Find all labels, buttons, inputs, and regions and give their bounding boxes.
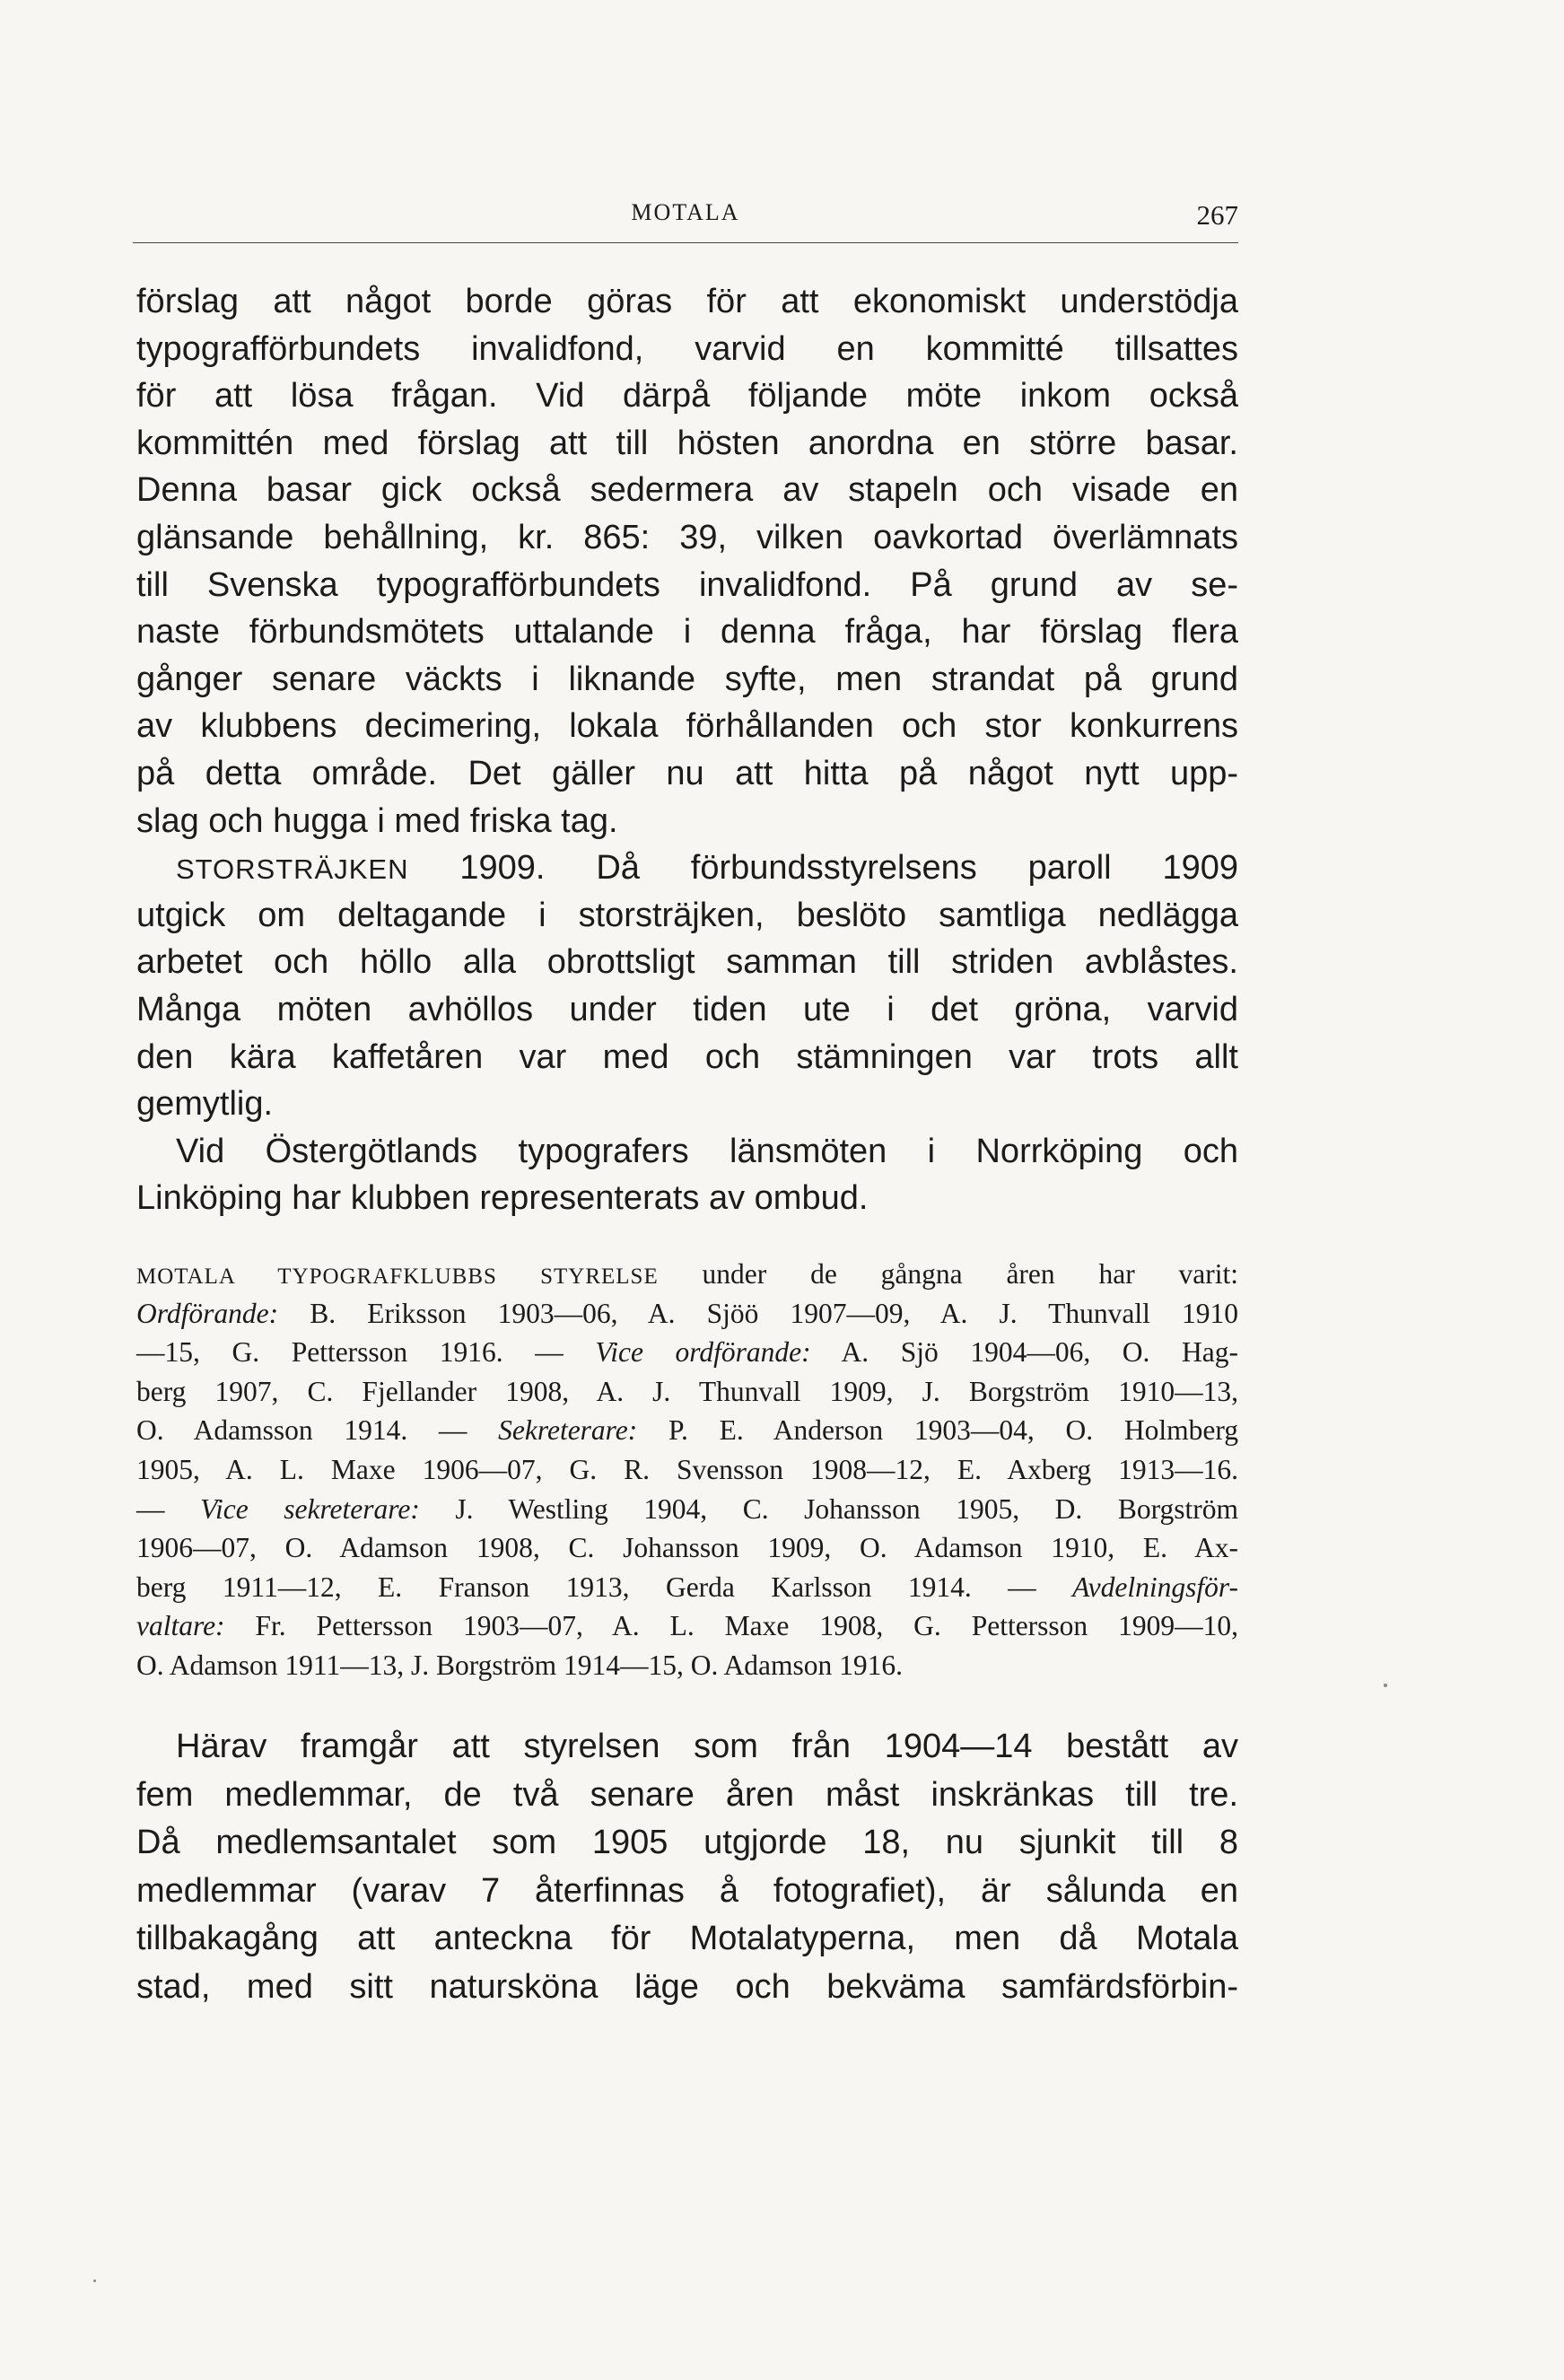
text-line: för att lösa frågan. Vid därpå följande möte inkom också: [136, 377, 1238, 416]
text-line: kommittén med förslag att till hösten anordna en större basar.: [136, 424, 1238, 462]
text-line: fem medlemmar, de två senare åren måst inskränkas till tre.: [136, 1775, 1238, 1814]
main-paragraphs: [136, 278, 1238, 1222]
board-text: berg 1911—12, E. Franson 1913, Gerda Karlsson 1914. —: [136, 1571, 1073, 1603]
strike-section-first-line: [136, 844, 1238, 892]
role-label: Ordförande:: [136, 1297, 279, 1329]
board-text: O. Adamson 1911—13, J. Borgström 1914—15, O. Adamson 1916.: [136, 1649, 904, 1681]
board-text: berg 1907, C. Fjellander 1908, A. J. Thunvall 1909, J. Borgström 1910—13,: [136, 1375, 1238, 1407]
text-line: medlemmar (varav 7 återfinnas å fotografiet), är sålunda en: [136, 1871, 1238, 1910]
header-rule: [133, 242, 1238, 243]
board-text: A. Sjö 1904—06, O. Hag-: [810, 1336, 1238, 1369]
board-line: [136, 1372, 1238, 1412]
board-line: [136, 1450, 1238, 1490]
board-text: B. Eriksson 1903—06, A. Sjöö 1907—09, A. J. Thunvall 1910: [278, 1297, 1238, 1329]
board-line: [136, 1528, 1238, 1568]
board-line: [136, 1490, 1238, 1529]
text-line: gemytlig.: [136, 1085, 274, 1124]
paper-speck: [1384, 1684, 1387, 1687]
text-line: utgick om deltagande i storsträjken, beslöto samtliga nedlägga: [136, 896, 1238, 934]
board-heading: MOTALA TYPOGRAFKLUBBS STYRELSE: [136, 1264, 659, 1289]
board-text: 1905, A. L. Maxe 1906—07, G. R. Svensson 1908—12, E. Axberg 1913—16.: [136, 1453, 1238, 1485]
board-text: Fr. Pettersson 1903—07, A. L. Maxe 1908, G. Pettersson 1909—10,: [224, 1610, 1238, 1642]
section-heading: STORSTRÄJKEN: [176, 853, 409, 886]
text-line: slag och hugga i med friska tag.: [136, 801, 618, 840]
board-text: O. Adamsson 1914. —: [136, 1414, 499, 1447]
text-line: arbetet och höllo alla obrottsligt samman till striden avblåstes.: [136, 943, 1238, 982]
role-label: Vice sekreterare:: [200, 1492, 420, 1525]
text-line: på detta område. Det gäller nu att hitta på något nytt upp-: [136, 754, 1238, 792]
text-line: Denna basar gick också sedermera av stapeln och visade en: [136, 471, 1238, 510]
role-label: valtare:: [136, 1610, 225, 1642]
text-line: den kära kaffetåren var med och stämningen var trots allt: [136, 1037, 1238, 1076]
board-line: [136, 1646, 1238, 1685]
text-line: Härav framgår att styrelsen som från 1904—14 bestått av: [176, 1728, 1238, 1765]
text-line: tillbakagång att anteckna för Motalatyperna, men då Motala: [136, 1920, 1238, 1958]
section-text: 1909. Då förbundsstyrelsens paroll 1909: [408, 849, 1238, 888]
text-line: till Svenska typografförbundets invalidfond. På grund av se-: [136, 565, 1238, 604]
board-text: J. Westling 1904, C. Johansson 1905, D. Borgström: [419, 1492, 1239, 1525]
running-title: MOTALA: [631, 199, 740, 225]
text-line: Då medlemsantalet som 1905 utgjorde 18, nu sjunkit till 8: [136, 1824, 1238, 1862]
text-line: stad, med sitt natursköna läge och bekväma samfärdsförbin-: [136, 1967, 1238, 2006]
board-line: [136, 1606, 1238, 1646]
board-text: —: [136, 1492, 201, 1525]
board-text: —15, G. Pettersson 1916. —: [136, 1336, 596, 1369]
board-text: 1906—07, O. Adamson 1908, C. Johansson 1909, O. Adamson 1910, E. Ax-: [136, 1532, 1238, 1564]
board-heading-text: under de gångna åren har varit:: [658, 1258, 1238, 1290]
board-line: [136, 1333, 1238, 1372]
text-line: av klubbens decimering, lokala förhållanden och stor konkurrens: [136, 707, 1238, 746]
text-line: Vid Östergötlands typografers länsmöten i Norrköping och: [176, 1132, 1238, 1170]
closing-paragraph: [136, 1723, 1238, 2012]
board-line: [136, 1294, 1238, 1334]
page-number: 267: [1196, 199, 1238, 231]
board-heading-line: [136, 1255, 1238, 1294]
text-line: gånger senare väckts i liknande syfte, men strandat på grund: [136, 660, 1238, 698]
text-line: naste förbundsmötets uttalande i denna fråga, har förslag flera: [136, 613, 1238, 652]
text-line: typografförbundets invalidfond, varvid en kommitté tillsattes: [136, 329, 1238, 368]
role-label: Avdelningsför-: [1072, 1571, 1238, 1603]
role-label: Vice ordförande:: [595, 1336, 811, 1369]
board-line: [136, 1568, 1238, 1607]
text-line: förslag att något borde göras för att ekonomiskt understödja: [136, 283, 1238, 320]
text-line: glänsande behållning, kr. 865: 39, vilken oavkortad överlämnats: [136, 518, 1238, 556]
board-text: P. E. Anderson 1903—04, O. Holmberg: [637, 1414, 1238, 1447]
board-line: [136, 1411, 1238, 1450]
text-line: Linköping har klubben representerats av ombud.: [136, 1179, 869, 1218]
role-label: Sekreterare:: [498, 1414, 638, 1447]
running-header: [133, 199, 1238, 232]
text-line: Många möten avhöllos under tiden ute i det gröna, varvid: [136, 990, 1238, 1028]
board-members-list: [136, 1255, 1238, 1685]
paper-speck: [93, 2279, 96, 2282]
